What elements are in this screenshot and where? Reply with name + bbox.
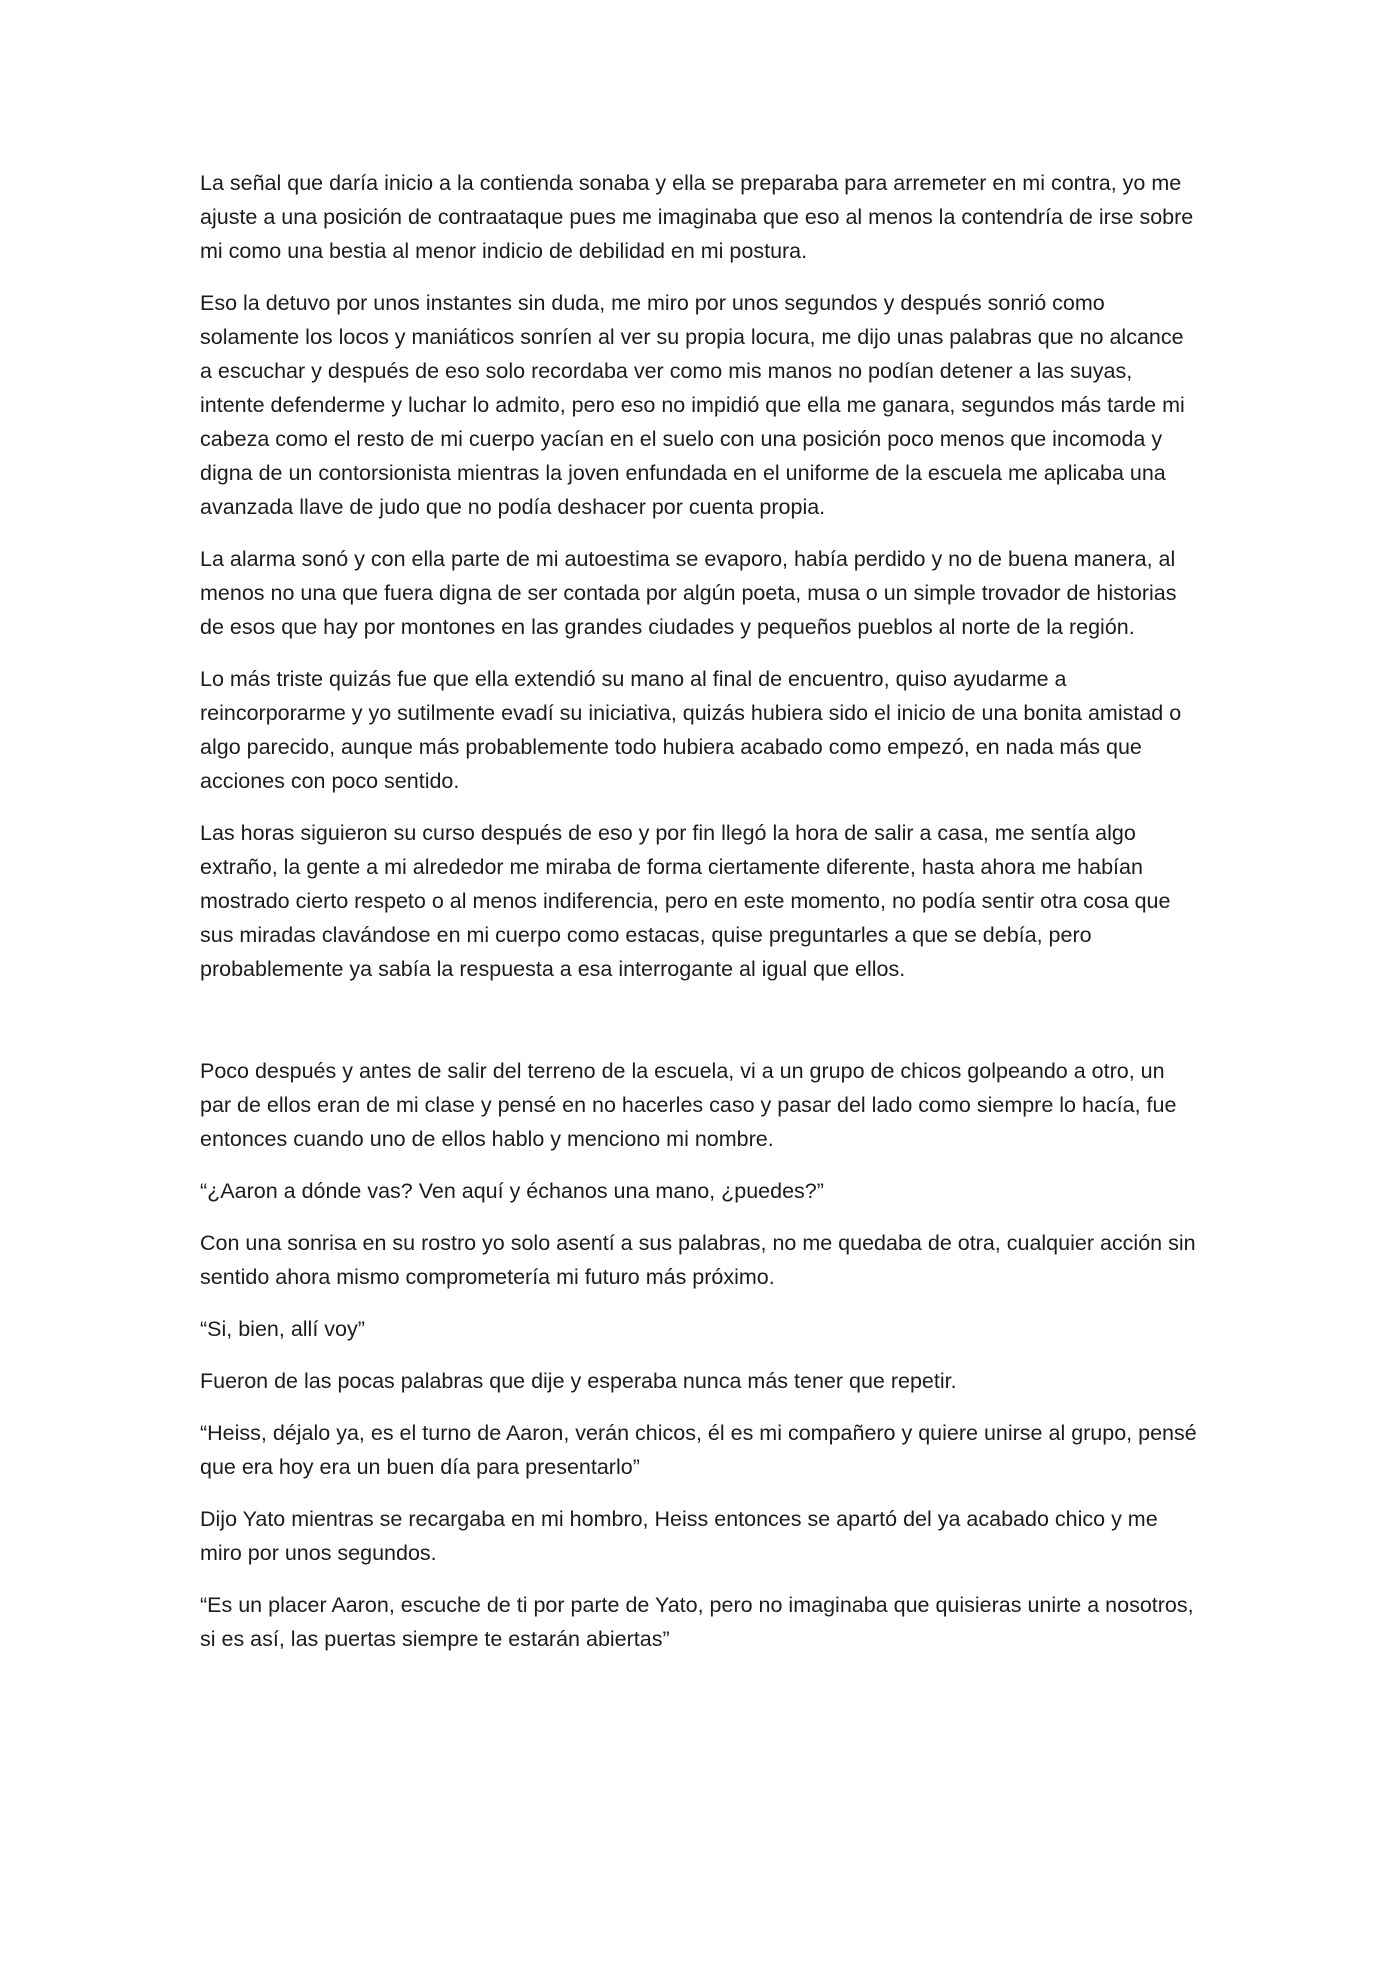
dialogue-line-1: “¿Aaron a dónde vas? Ven aquí y échanos una mano, ¿puedes?” — [200, 1179, 824, 1203]
paragraph-4: Lo más triste quizás fue que ella extendió su mano al final de encuentro, quiso ayudarme a reincorporarme y yo sutilmente evadí su iniciativa, quizás hubiera sido el inicio de una bonita amistad o algo parecido, aunque más probablemente todo hubiera acabado como empezó, en nada más que acciones con poco sentido. — [200, 667, 1182, 793]
dialogue-line-2: “Si, bien, allí voy” — [200, 1317, 365, 1341]
dialogue-line-3: “Heiss, déjalo ya, es el turno de Aaron, verán chicos, él es mi compañero y quiere unirse al grupo, pensé que era hoy era un buen día para presentarlo” — [200, 1421, 1197, 1479]
paragraph-5: Las horas siguieron su curso después de eso y por fin llegó la hora de salir a casa, me sentía algo extraño, la gente a mi alrededor me miraba de forma ciertamente diferente, hasta ahora me habían mostrado cierto respeto o al menos indiferencia, pero en este momento, no podía sentir otra cosa que sus miradas clavándose en mi cuerpo como estacas, quise preguntarles a que se debía, pero probablemente ya sabía la respuesta a esa interrogante al igual que ellos. — [200, 821, 1171, 981]
paragraph-2: Eso la detuvo por unos instantes sin duda, me miro por unos segundos y después sonrió como solamente los locos y maniáticos sonríen al ver su propia locura, me dijo unas palabras que no alcance a escuchar y después de eso solo recordaba ver como mis manos no podían detener a las suyas, intente defenderme y luchar lo admito, pero eso no impidió que ella me ganara, segundos más tarde mi cabeza como el resto de mi cuerpo yacían en el suelo con una posición poco menos que incomoda y digna de un contorsionista mientras la joven enfundada en el uniforme de la escuela me aplicaba una avanzada llave de judo que no podía deshacer por cuenta propia. — [200, 291, 1185, 519]
paragraph-6: Poco después y antes de salir del terreno de la escuela, vi a un grupo de chicos golpeando a otro, un par de ellos eran de mi clase y pensé en no hacerles caso y pasar del lado como siempre lo hacía, fue entonces cuando uno de ellos hablo y menciono mi nombre. — [200, 1059, 1177, 1151]
paragraph-8: Fueron de las pocas palabras que dije y esperaba nunca más tener que repetir. — [200, 1369, 957, 1393]
paragraph-7: Con una sonrisa en su rostro yo solo asentí a sus palabras, no me quedaba de otra, cualquier acción sin sentido ahora mismo comprometería mi futuro más próximo. — [200, 1231, 1196, 1289]
paragraph-3: La alarma sonó y con ella parte de mi autoestima se evaporo, había perdido y no de buena manera, al menos no una que fuera digna de ser contada por algún poeta, musa o un simple trovador de historias de esos que hay por montones en las grandes ciudades y pequeños pueblos al norte de la región. — [200, 547, 1177, 639]
dialogue-line-4: “Es un placer Aaron, escuche de ti por parte de Yato, pero no imaginaba que quisieras unirte a nosotros, si es así, las puertas siempre te estarán abiertas” — [200, 1593, 1194, 1651]
paragraph-9: Dijo Yato mientras se recargaba en mi hombro, Heiss entonces se apartó del ya acabado chico y me miro por unos segundos. — [200, 1507, 1158, 1565]
paragraph-1: La señal que daría inicio a la contienda sonaba y ella se preparaba para arremeter en mi contra, yo me ajuste a una posición de contraataque pues me imaginaba que eso al menos la contendría de irse sobre mi como una bestia al menor indicio de debilidad en mi postura. — [200, 171, 1194, 263]
document-body — [200, 166, 1200, 1674]
